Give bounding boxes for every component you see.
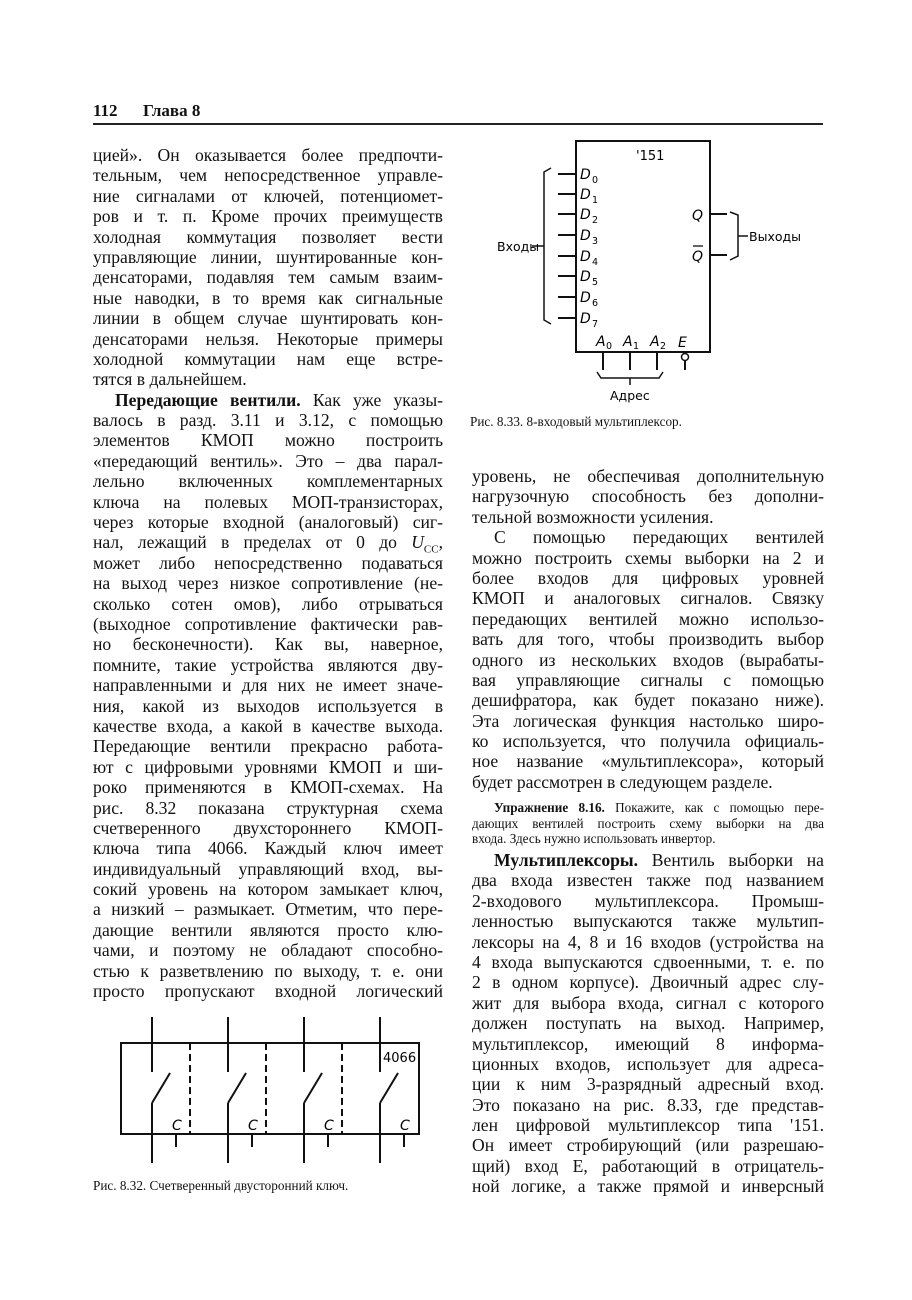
analog-switch bbox=[228, 1017, 266, 1163]
input-pin-subscript: 2 bbox=[592, 215, 599, 226]
text-line: качестве входа, а какой в качестве выхода. bbox=[93, 715, 443, 736]
output-qbar-label: Q bbox=[692, 249, 704, 265]
input-pin-label: D bbox=[580, 249, 591, 265]
text-line: помните, такие устройства являются дву- bbox=[93, 654, 443, 675]
text-line: ключа типа 4066. Каждый ключ имеет bbox=[93, 838, 443, 859]
inputs-group-label: Входы bbox=[497, 239, 540, 254]
address-bracket bbox=[597, 372, 663, 378]
outputs-bracket bbox=[730, 212, 738, 260]
text-line: передающих вентилей можно использо- bbox=[472, 608, 824, 629]
text-line: 2-входового мультиплексора. Промыш- bbox=[472, 890, 824, 911]
text-line: КМОП и аналоговых сигналов. Связку bbox=[472, 588, 824, 609]
text-line: одного из нескольких входов (вырабаты- bbox=[472, 649, 824, 670]
text-line: дешифратора, как будет показано ниже). bbox=[472, 690, 824, 711]
text-line: можно построить схемы выборки на 2 и bbox=[472, 547, 824, 568]
ucc-subscript: CC bbox=[423, 543, 439, 556]
address-pin-label: A bbox=[596, 334, 606, 350]
input-pin-subscript: 3 bbox=[592, 236, 599, 247]
text-line: два входа известен также под названием bbox=[472, 870, 824, 891]
text-line: на выход через низкое сопротивление (не- bbox=[93, 573, 443, 594]
text-line: мультиплексор, имеющий 8 информа- bbox=[472, 1033, 824, 1054]
text-line: щий) вход E, работающий в отрицатель- bbox=[472, 1155, 824, 1176]
text-line: линии в общем случае шунтировать кон- bbox=[93, 308, 443, 329]
text-line: лен цифровой мультиплексор типа '151. bbox=[472, 1115, 824, 1136]
text-line: сколько сотен омов), либо отрываться bbox=[93, 593, 443, 614]
text-line: будет рассмотрен в следующем разделе. bbox=[472, 771, 773, 792]
text-line: индивидуальный управляющий вход, вы- bbox=[93, 858, 443, 879]
input-pin-label: D bbox=[580, 187, 591, 203]
text-line: ров и т. п. Кроме прочих преимуществ bbox=[93, 206, 443, 227]
switch-contact-blade bbox=[228, 1073, 246, 1103]
text-line: ние сигналами от ключей, потенциомет- bbox=[93, 185, 443, 206]
text-line: Эта логическая функция настолько широ- bbox=[472, 710, 824, 731]
text-line: «передающий вентиль». Это – два парал- bbox=[93, 450, 443, 471]
text-line: ко используется, что получила официаль- bbox=[472, 731, 824, 752]
text-line: сокий уровень на котором замыкает ключ, bbox=[93, 879, 443, 900]
text-line: тельным, чем непосредственное управле- bbox=[93, 165, 443, 186]
text-fragment: нал, лежащий в пределах от 0 до bbox=[93, 532, 412, 553]
text-line: ные наводки, в то время как сигнальные bbox=[93, 287, 443, 308]
input-pin-subscript: 1 bbox=[592, 195, 599, 206]
text-line: тятся в дальнейшем. bbox=[93, 369, 247, 390]
inputs-bracket bbox=[544, 168, 551, 324]
text-line: направленными и для них не имеет значе- bbox=[93, 675, 443, 696]
control-input-label: C bbox=[172, 1118, 182, 1134]
text-line: ния, какой из выходов используется в bbox=[93, 695, 443, 716]
text-line: денсаторами, подавляя тем самым взаим- bbox=[93, 267, 443, 288]
address-pin-subscript: 2 bbox=[660, 341, 667, 352]
text-line: Он имеет стробирующий (или разрешаю- bbox=[472, 1135, 824, 1156]
enable-label: E bbox=[678, 335, 687, 351]
control-input-label: C bbox=[324, 1118, 334, 1134]
text-line: более входов для цифровых уровней bbox=[472, 567, 824, 588]
text-fragment: , bbox=[438, 532, 443, 553]
text-line: дающих вентилей построить схему выборки на два bbox=[472, 815, 824, 831]
mux-input-pins bbox=[558, 167, 598, 330]
input-pin-subscript: 0 bbox=[592, 175, 599, 186]
address-group-label: Адрес bbox=[610, 388, 650, 403]
ucc-symbol: U bbox=[411, 532, 424, 553]
text-line: ключа на полевых МОП-транзисторах, bbox=[93, 491, 443, 512]
text-line: но бесконечности). Как вы, наверное, bbox=[93, 634, 443, 655]
text-line: ной логике, а также прямой и инверсный bbox=[472, 1176, 824, 1197]
section-heading-transmission-gates: Передающие вентили. bbox=[115, 389, 301, 410]
text-line: ционных входов, использует для адреса- bbox=[472, 1053, 824, 1074]
address-pin-label: A bbox=[623, 334, 633, 350]
text-line: С помощью передающих вентилей bbox=[494, 527, 824, 548]
output-q-label: Q bbox=[692, 208, 704, 224]
input-pin-subscript: 7 bbox=[592, 319, 599, 330]
section-heading-multiplexers: Мультиплексоры. bbox=[494, 850, 639, 870]
text-line: холодной коммутации нам еще встре- bbox=[93, 348, 443, 369]
text-line: уровень, не обеспечивая дополнительную bbox=[472, 466, 824, 486]
input-pin-label: D bbox=[580, 228, 591, 244]
switch-contact-blade bbox=[304, 1073, 322, 1103]
text-line: валось в разд. 3.11 и 3.12, с помощью bbox=[93, 410, 443, 431]
figure-8-32-caption: Рис. 8.32. Счетверенный двусторонний ключ. bbox=[93, 1178, 349, 1193]
figure-8-33-caption: Рис. 8.33. 8-входовый мультиплексор. bbox=[470, 414, 682, 429]
input-pin-label: D bbox=[580, 290, 591, 306]
text-line: вать для того, чтобы производить выбор bbox=[472, 629, 824, 650]
text-line: а низкий – размыкает. Отметим, что пере- bbox=[93, 899, 443, 920]
input-pin-label: D bbox=[580, 269, 591, 285]
input-pin-label: D bbox=[580, 207, 591, 223]
text-line: роко применяются в КМОП-схемах. На bbox=[93, 777, 443, 798]
switch-chip-label: 4066 bbox=[383, 1051, 417, 1066]
text-line: может либо непосредственно подаваться bbox=[93, 552, 443, 573]
exercise-label: Упражнение 8.16. bbox=[494, 800, 605, 815]
text-line: вая управляющие сигналы с помощью bbox=[472, 669, 824, 690]
text-line: рис. 8.32 показана структурная схема bbox=[93, 797, 443, 818]
page-number: 112 bbox=[93, 101, 118, 120]
text-fragment: Вентиль выборки на bbox=[638, 850, 824, 870]
text-line: чами, и поэтому не обладают способно- bbox=[93, 940, 443, 961]
text-line: (выходное сопротивление фактически рав- bbox=[93, 613, 443, 634]
address-pin-subscript: 0 bbox=[606, 341, 613, 352]
text-line: ют с цифровыми уровнями КМОП и ши- bbox=[93, 756, 443, 777]
address-pin-label: A bbox=[650, 334, 660, 350]
control-input-label: C bbox=[248, 1118, 258, 1134]
switch-contact-blade bbox=[380, 1073, 398, 1103]
input-pin-label: D bbox=[580, 167, 591, 183]
text-line: должен поступать на выход. Например, bbox=[472, 1013, 824, 1034]
outputs-group-label: Выходы bbox=[749, 229, 802, 244]
chapter-title: Глава 8 bbox=[143, 101, 201, 120]
text-line: Это показано на рис. 8.33, где представ- bbox=[472, 1094, 824, 1115]
text-line: холодная коммутация позволяет вести bbox=[93, 226, 443, 247]
text-line: просто пропускают входной логический bbox=[93, 981, 443, 1002]
figure-8-32-quad-switch bbox=[121, 1017, 419, 1163]
text-line: нагрузочную способность без дополни- bbox=[472, 486, 824, 507]
text-line: через которые входной (аналоговый) сиг- bbox=[93, 512, 443, 533]
address-pin-subscript: 1 bbox=[633, 341, 640, 352]
text-line: 2 в одном корпусе). Двоичный адрес слу- bbox=[472, 972, 824, 993]
text-line: Передающие вентили прекрасно работа- bbox=[93, 736, 443, 757]
text-line: ленностью выпускаются также мультип- bbox=[472, 911, 824, 932]
mux-chip-label: '151 bbox=[636, 149, 665, 164]
text-line: лексоры на 4, 8 и 16 входов (устройства на bbox=[472, 931, 824, 952]
control-input-label: C bbox=[400, 1118, 410, 1134]
text-line: счетверенного двухстороннего КМОП- bbox=[93, 817, 443, 838]
enable-inversion-bubble bbox=[682, 354, 689, 361]
text-fragment: Покажите, как с помощью пере- bbox=[604, 800, 824, 815]
text-line: элементов КМОП можно построить bbox=[93, 430, 443, 451]
switch-contact-blade bbox=[152, 1073, 170, 1103]
input-pin-subscript: 5 bbox=[592, 277, 599, 288]
text-line: цией». Он оказывается более предпочти- bbox=[93, 145, 443, 165]
text-line: стью к разветвлению по выходу, т. е. они bbox=[93, 960, 443, 981]
text-line: тельной возможности усиления. bbox=[472, 506, 714, 527]
text-line: денсаторами нельзя. Некоторые примеры bbox=[93, 328, 443, 349]
input-pin-subscript: 6 bbox=[592, 298, 599, 309]
text-line: дающие вентили являются просто клю- bbox=[93, 919, 443, 940]
text-line: ции к ним 3-разрядный адресный вход. bbox=[472, 1074, 824, 1095]
text-line: управляющие линии, шунтированные кон- bbox=[93, 246, 443, 267]
switch-chip-body bbox=[121, 1043, 419, 1134]
text-line: жит для выбора входа, сигнал с которого bbox=[472, 992, 824, 1013]
text-line: 4 входа выпускаются сдвоенными, т. е. по bbox=[472, 951, 824, 972]
text-line: входа. Здесь нужно использовать инвертор. bbox=[472, 831, 716, 847]
analog-switch bbox=[304, 1017, 342, 1163]
analog-switch bbox=[380, 1017, 410, 1163]
analog-switch bbox=[152, 1017, 190, 1163]
text-fragment: Как уже указы- bbox=[300, 389, 443, 410]
input-pin-label: D bbox=[580, 311, 591, 327]
text-line: лельно включенных комплементарных bbox=[93, 471, 443, 492]
text-line: ное название «мультиплексора», который bbox=[472, 751, 824, 772]
input-pin-subscript: 4 bbox=[592, 257, 599, 268]
